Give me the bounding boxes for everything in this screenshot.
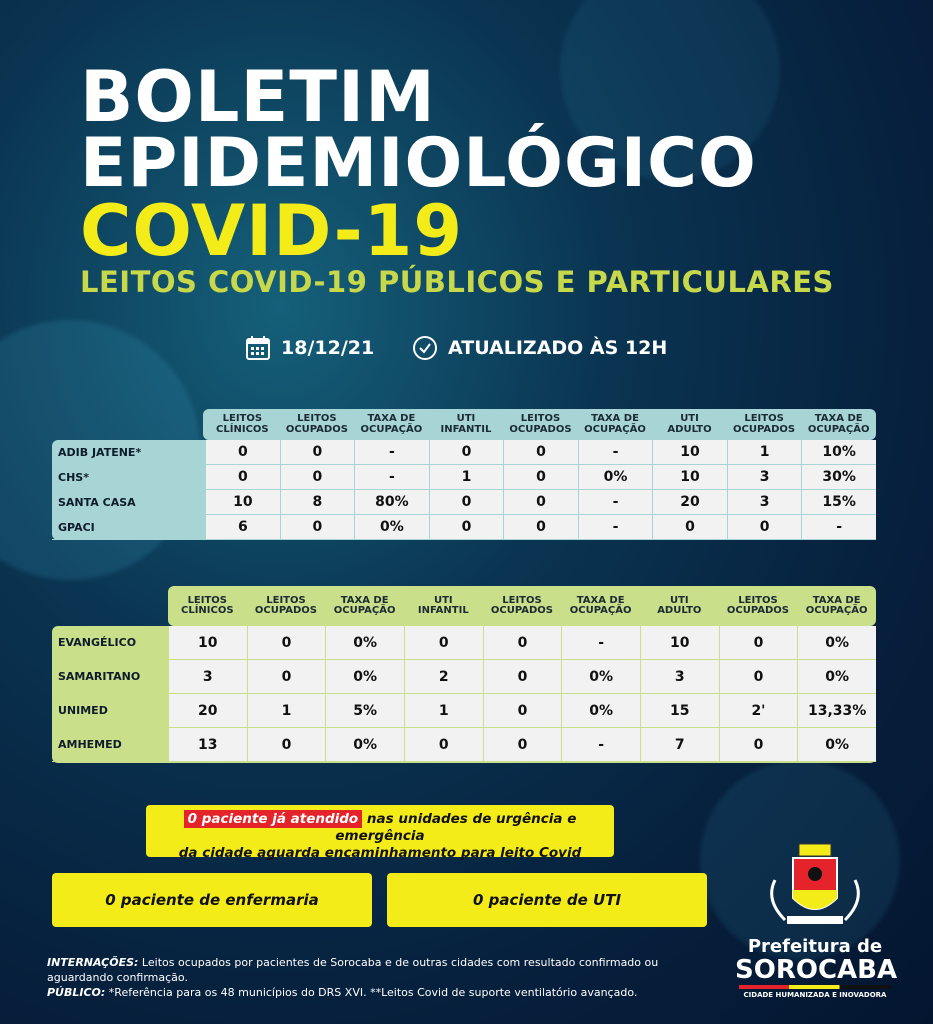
title-line-1: BOLETIM xyxy=(80,56,436,138)
column-header-line: CLÍNICOS xyxy=(181,605,234,616)
table-cell: 0 xyxy=(719,728,798,762)
table-cell: - xyxy=(561,626,640,660)
table-cell: 0 xyxy=(503,440,578,465)
column-header-line: INFANTIL xyxy=(440,423,492,435)
column-header xyxy=(168,586,247,626)
table-cell: 8 xyxy=(280,490,355,515)
table-cell: 1 xyxy=(429,465,504,490)
update-text: ATUALIZADO ÀS 12H xyxy=(448,337,668,359)
table-cell: 0 xyxy=(247,728,326,762)
table-cell: 13 xyxy=(168,728,247,762)
table-cell: 0 xyxy=(429,490,504,515)
column-header-line: LEITOS xyxy=(187,594,228,606)
table-cell: 15 xyxy=(640,694,719,728)
column-header-line: OCUPADOS xyxy=(285,423,348,435)
table-cell: 0 xyxy=(727,515,802,540)
column-header-line: OCUPADOS xyxy=(726,605,790,616)
column-header-line: LEITOS xyxy=(222,413,263,424)
icu-patients-text: 0 paciente de UTI xyxy=(472,891,622,909)
update-info xyxy=(412,334,667,362)
column-header-line: TAXA DE xyxy=(814,413,863,424)
table-cell: 0% xyxy=(561,694,640,728)
column-header xyxy=(719,586,798,626)
table-cell: 0 xyxy=(483,626,562,660)
table-cell: 10 xyxy=(652,465,727,490)
column-header-line: LEITOS xyxy=(520,413,561,424)
table-cell: 10% xyxy=(801,440,876,465)
column-header-line: OCUPAÇÃO xyxy=(569,605,632,616)
column-header xyxy=(429,409,504,440)
column-header xyxy=(801,409,876,440)
table-cell: 0 xyxy=(247,660,326,694)
column-header-line: TAXA DE xyxy=(591,413,639,424)
table-cell: 0% xyxy=(354,515,429,540)
table-cell: 0 xyxy=(719,626,798,660)
corner-cell xyxy=(52,409,205,440)
row-hospital-name: SAMARITANO xyxy=(52,660,168,694)
table-row xyxy=(52,728,876,762)
column-header xyxy=(404,586,483,626)
column-header xyxy=(247,586,326,626)
table-cell: 20 xyxy=(652,490,727,515)
table-cell: 0% xyxy=(325,626,404,660)
column-header-line: OCUPAÇÃO xyxy=(333,605,396,616)
row-hospital-name: GPACI xyxy=(52,515,205,540)
column-header-line: OCUPADOS xyxy=(490,605,554,616)
table-cell: 13,33% xyxy=(797,694,876,728)
table-cell: 0 xyxy=(483,660,562,694)
footnote-publico-text: *Referência para os 48 municípios do DRS XVI. **Leitos Covid de suporte ventilatório avançado. xyxy=(105,985,638,999)
table-row xyxy=(52,694,876,728)
column-header xyxy=(727,409,802,440)
table-cell: 10 xyxy=(205,490,280,515)
table-row xyxy=(52,440,876,465)
table-cell: 0 xyxy=(503,465,578,490)
column-header-line: OCUPADOS xyxy=(254,605,318,616)
table-cell: 80% xyxy=(354,490,429,515)
table-cell: 0 xyxy=(280,515,355,540)
table-row xyxy=(52,465,876,490)
column-header-line: TAXA DE xyxy=(812,594,861,606)
column-header-line: CLÍNICOS xyxy=(216,423,269,435)
corner-cell xyxy=(52,586,168,626)
column-header xyxy=(483,586,562,626)
sorocaba-logo xyxy=(735,840,898,999)
column-header-line: LEITOS xyxy=(744,413,784,424)
table-cell: 3 xyxy=(168,660,247,694)
table-cell: 0% xyxy=(797,660,876,694)
table-row xyxy=(52,515,876,540)
row-hospital-name: ADIB JATENE* xyxy=(52,440,205,465)
column-header xyxy=(652,409,727,440)
footnote-internacoes-label: INTERNAÇÕES: xyxy=(47,956,139,969)
waiting-message-2: da cidade aguarda encaminhamento para leito Covid xyxy=(178,844,582,861)
table-cell: 0 xyxy=(429,515,504,540)
column-header-line: OCUPAÇÃO xyxy=(805,605,868,616)
table-cell: 1 xyxy=(247,694,326,728)
column-header-line: OCUPADOS xyxy=(509,423,572,435)
column-header-line: UTI xyxy=(456,413,476,424)
table-cell: 0 xyxy=(503,515,578,540)
table-cell: 3 xyxy=(727,465,802,490)
table-cell: 15% xyxy=(801,490,876,515)
waiting-message-1: nas unidades de urgência e emergência xyxy=(335,811,577,844)
table-cell: 0 xyxy=(247,626,326,660)
column-header xyxy=(797,586,876,626)
table-cell: 5% xyxy=(325,694,404,728)
table-cell: 6 xyxy=(205,515,280,540)
column-header-line: ADULTO xyxy=(657,605,702,616)
logo-line-2: SOROCABA xyxy=(735,955,898,985)
table-cell: 0 xyxy=(503,490,578,515)
table-cell: 0% xyxy=(561,660,640,694)
row-hospital-name: CHS* xyxy=(52,465,205,490)
column-header-line: UTI xyxy=(433,594,453,606)
ward-patients-text: 0 paciente de enfermaria xyxy=(105,891,319,909)
table-cell: 0 xyxy=(404,626,483,660)
table-cell: - xyxy=(801,515,876,540)
footnotes xyxy=(47,956,727,1001)
table-cell: - xyxy=(354,440,429,465)
table-cell: - xyxy=(561,728,640,762)
waiting-patients-box xyxy=(146,805,614,861)
column-header-line: LEITOS xyxy=(297,413,337,424)
row-hospital-name: AMHEMED xyxy=(52,728,168,762)
column-header-line: OCUPAÇÃO xyxy=(360,423,423,435)
column-header-line: UTI xyxy=(669,594,689,606)
title-covid: COVID-19 xyxy=(80,190,464,272)
date-text: 18/12/21 xyxy=(281,337,375,359)
table-cell: 0 xyxy=(205,440,280,465)
table-cell: 1 xyxy=(727,440,802,465)
column-header xyxy=(354,409,429,440)
footnote-publico xyxy=(47,986,727,1001)
column-header-line: OCUPADOS xyxy=(733,423,796,435)
table-row xyxy=(52,490,876,515)
column-header xyxy=(561,586,640,626)
table-cell: 0 xyxy=(280,440,355,465)
table-cell: 0 xyxy=(429,440,504,465)
row-hospital-name: SANTA CASA xyxy=(52,490,205,515)
waiting-highlight: 0 paciente já atendido xyxy=(184,810,363,828)
table-cell: 7 xyxy=(640,728,719,762)
table-cell: - xyxy=(578,490,653,515)
table-cell: 30% xyxy=(801,465,876,490)
private-beds-table xyxy=(52,586,876,762)
column-header-line: TAXA DE xyxy=(367,413,416,424)
table-cell: 0 xyxy=(652,515,727,540)
column-header xyxy=(503,409,578,440)
table-cell: 0% xyxy=(325,660,404,694)
column-header-line: ADULTO xyxy=(667,423,712,435)
table-cell: 0% xyxy=(797,626,876,660)
subtitle: LEITOS COVID-19 PÚBLICOS E PARTICULARES xyxy=(80,265,834,299)
table-cell: 3 xyxy=(640,660,719,694)
row-hospital-name: EVANGÉLICO xyxy=(52,626,168,660)
column-header-line: INFANTIL xyxy=(417,605,469,616)
calendar-icon xyxy=(245,335,271,361)
column-header-line: OCUPAÇÃO xyxy=(584,423,646,435)
table-cell: - xyxy=(578,440,653,465)
column-header-line: UTI xyxy=(680,413,699,424)
table-cell: 0% xyxy=(797,728,876,762)
date-info xyxy=(245,334,374,362)
table-row xyxy=(52,626,876,660)
clock-icon xyxy=(412,335,438,361)
table-cell: 0 xyxy=(205,465,280,490)
public-beds-table xyxy=(52,409,876,540)
table-cell: 10 xyxy=(640,626,719,660)
table-cell: 1 xyxy=(404,694,483,728)
column-header xyxy=(205,409,280,440)
table-cell: 0 xyxy=(280,465,355,490)
table-cell: - xyxy=(578,515,653,540)
logo-line-1: Prefeitura de xyxy=(747,936,883,957)
table-cell: 0% xyxy=(578,465,653,490)
table-cell: 0% xyxy=(325,728,404,762)
icu-patients-box xyxy=(387,873,707,927)
table-cell: 3 xyxy=(727,490,802,515)
table-cell: 20 xyxy=(168,694,247,728)
column-header xyxy=(640,586,719,626)
footnote-internacoes-text: Leitos ocupados por pacientes de Sorocaba e de outras cidades com resultado confirmado ou aguardando confirmação. xyxy=(47,956,659,984)
footnote-publico-label: PÚBLICO: xyxy=(47,985,106,999)
table-cell: 2' xyxy=(719,694,798,728)
column-header-line: LEITOS xyxy=(266,594,306,606)
ward-patients-box xyxy=(52,873,372,927)
table-cell: 0 xyxy=(719,660,798,694)
logo-tagline: CIDADE HUMANIZADA E INOVADORA xyxy=(743,991,887,999)
column-header xyxy=(280,409,355,440)
column-header-line: OCUPAÇÃO xyxy=(807,423,870,435)
table-row xyxy=(52,660,876,694)
table-cell: 0 xyxy=(483,728,562,762)
coat-of-arms-icon xyxy=(755,840,875,932)
column-header-line: LEITOS xyxy=(502,594,542,606)
table-cell: - xyxy=(354,465,429,490)
table-cell: 0 xyxy=(483,694,562,728)
column-header-line: TAXA DE xyxy=(576,594,625,606)
table-cell: 10 xyxy=(652,440,727,465)
column-header xyxy=(325,586,404,626)
table-cell: 2 xyxy=(404,660,483,694)
column-header-line: TAXA DE xyxy=(340,594,389,606)
row-hospital-name: UNIMED xyxy=(52,694,168,728)
table-cell: 0 xyxy=(404,728,483,762)
column-header-line: LEITOS xyxy=(738,594,778,606)
table-cell: 10 xyxy=(168,626,247,660)
footnote-internacoes xyxy=(47,956,727,986)
logo-stripe xyxy=(739,985,891,989)
title-line-2: EPIDEMIOLÓGICO xyxy=(80,124,757,203)
column-header xyxy=(578,409,653,440)
